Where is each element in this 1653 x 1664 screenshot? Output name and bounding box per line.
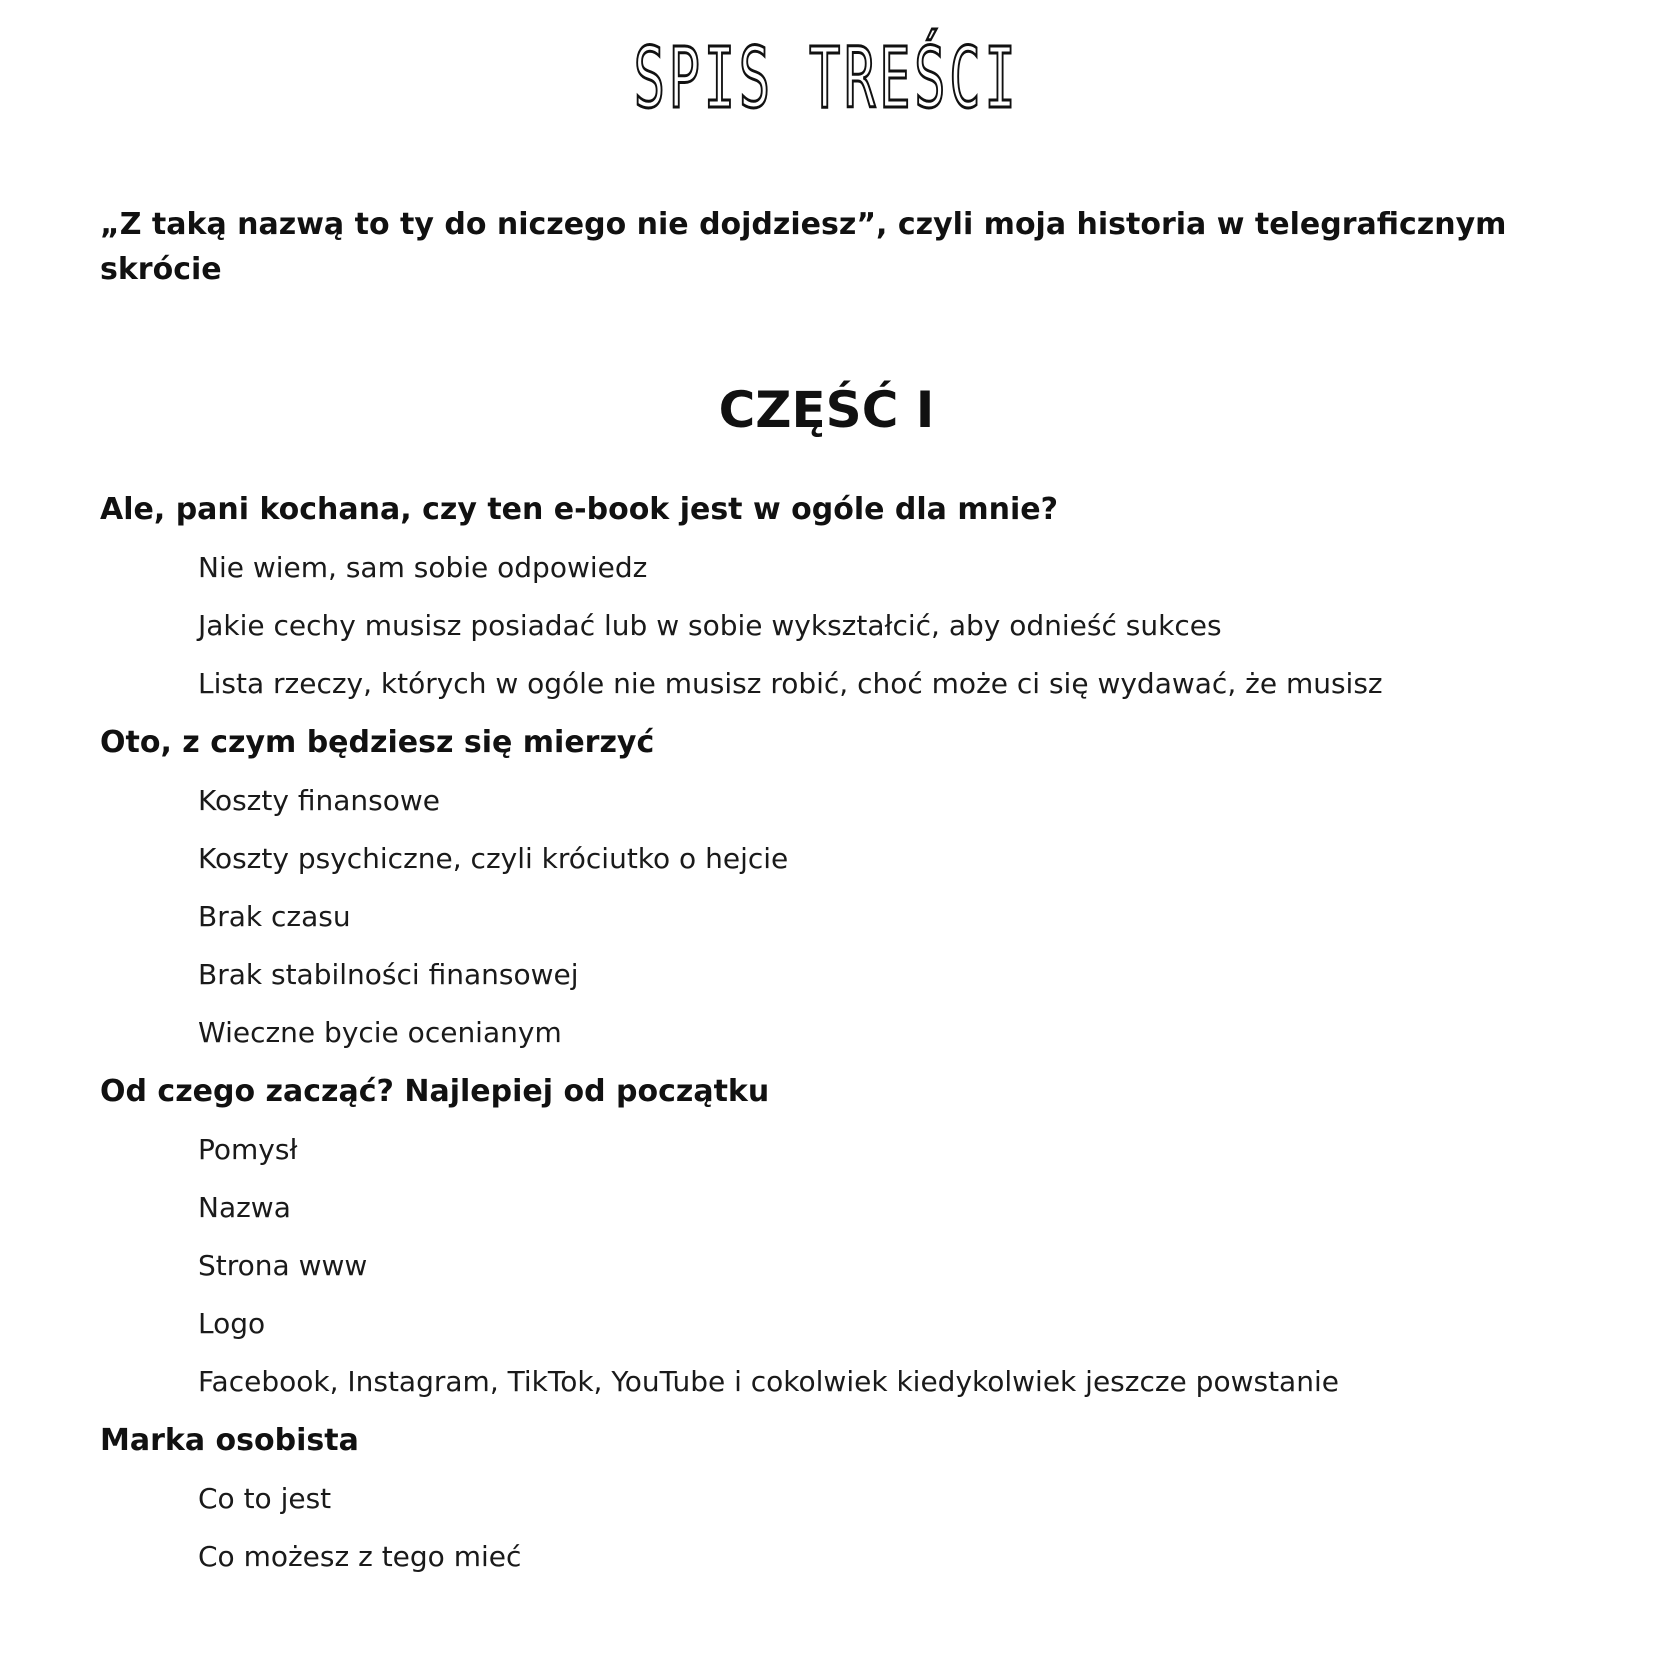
toc-item: Nie wiem, sam sobie odpowiedz — [198, 551, 648, 584]
section-title: Marka osobista — [100, 1423, 359, 1458]
toc-item: Wieczne bycie ocenianym — [198, 1016, 562, 1049]
toc-item: Nazwa — [198, 1191, 291, 1224]
section-title: Oto, z czym będziesz się mierzyć — [100, 725, 655, 760]
toc-item: Logo — [198, 1307, 266, 1340]
toc-item: Jakie cechy musisz posiadać lub w sobie wykształcić, aby odnieść sukces — [198, 609, 1222, 642]
toc-item: Co to jest — [198, 1482, 332, 1515]
intro-entry: „Z taką nazwą to ty do niczego nie dojdziesz”, czyli moja historia w telegraficznym skrócie — [100, 207, 1507, 287]
toc-item: Brak stabilności finansowej — [198, 958, 579, 991]
section-title: Od czego zacząć? Najlepiej od początku — [100, 1074, 770, 1109]
toc-item: Lista rzeczy, których w ogóle nie musisz robić, choć może ci się wydawać, że musisz — [198, 667, 1383, 700]
toc-item: Brak czasu — [198, 900, 351, 933]
table-of-contents — [100, 488, 1560, 1594]
toc-section — [100, 1070, 1560, 1403]
toc-item: Facebook, Instagram, TikTok, YouTube i cokolwiek kiedykolwiek jeszcze powstanie — [198, 1365, 1339, 1398]
toc-section — [100, 488, 1560, 705]
page-title: SPIS TREŚCI — [633, 29, 1020, 127]
toc-item: Co możesz z tego mieć — [198, 1540, 522, 1573]
toc-item: Pomysł — [198, 1133, 298, 1166]
toc-item: Strona www — [198, 1249, 368, 1282]
toc-item: Koszty finansowe — [198, 784, 440, 817]
section-title: Ale, pani kochana, czy ten e-book jest w ogóle dla mnie? — [100, 492, 1058, 527]
toc-section — [100, 1419, 1560, 1578]
toc-section — [100, 721, 1560, 1054]
toc-item: Koszty psychiczne, czyli króciutko o hejcie — [198, 842, 789, 875]
part-heading: CZĘŚĆ I — [718, 381, 935, 439]
